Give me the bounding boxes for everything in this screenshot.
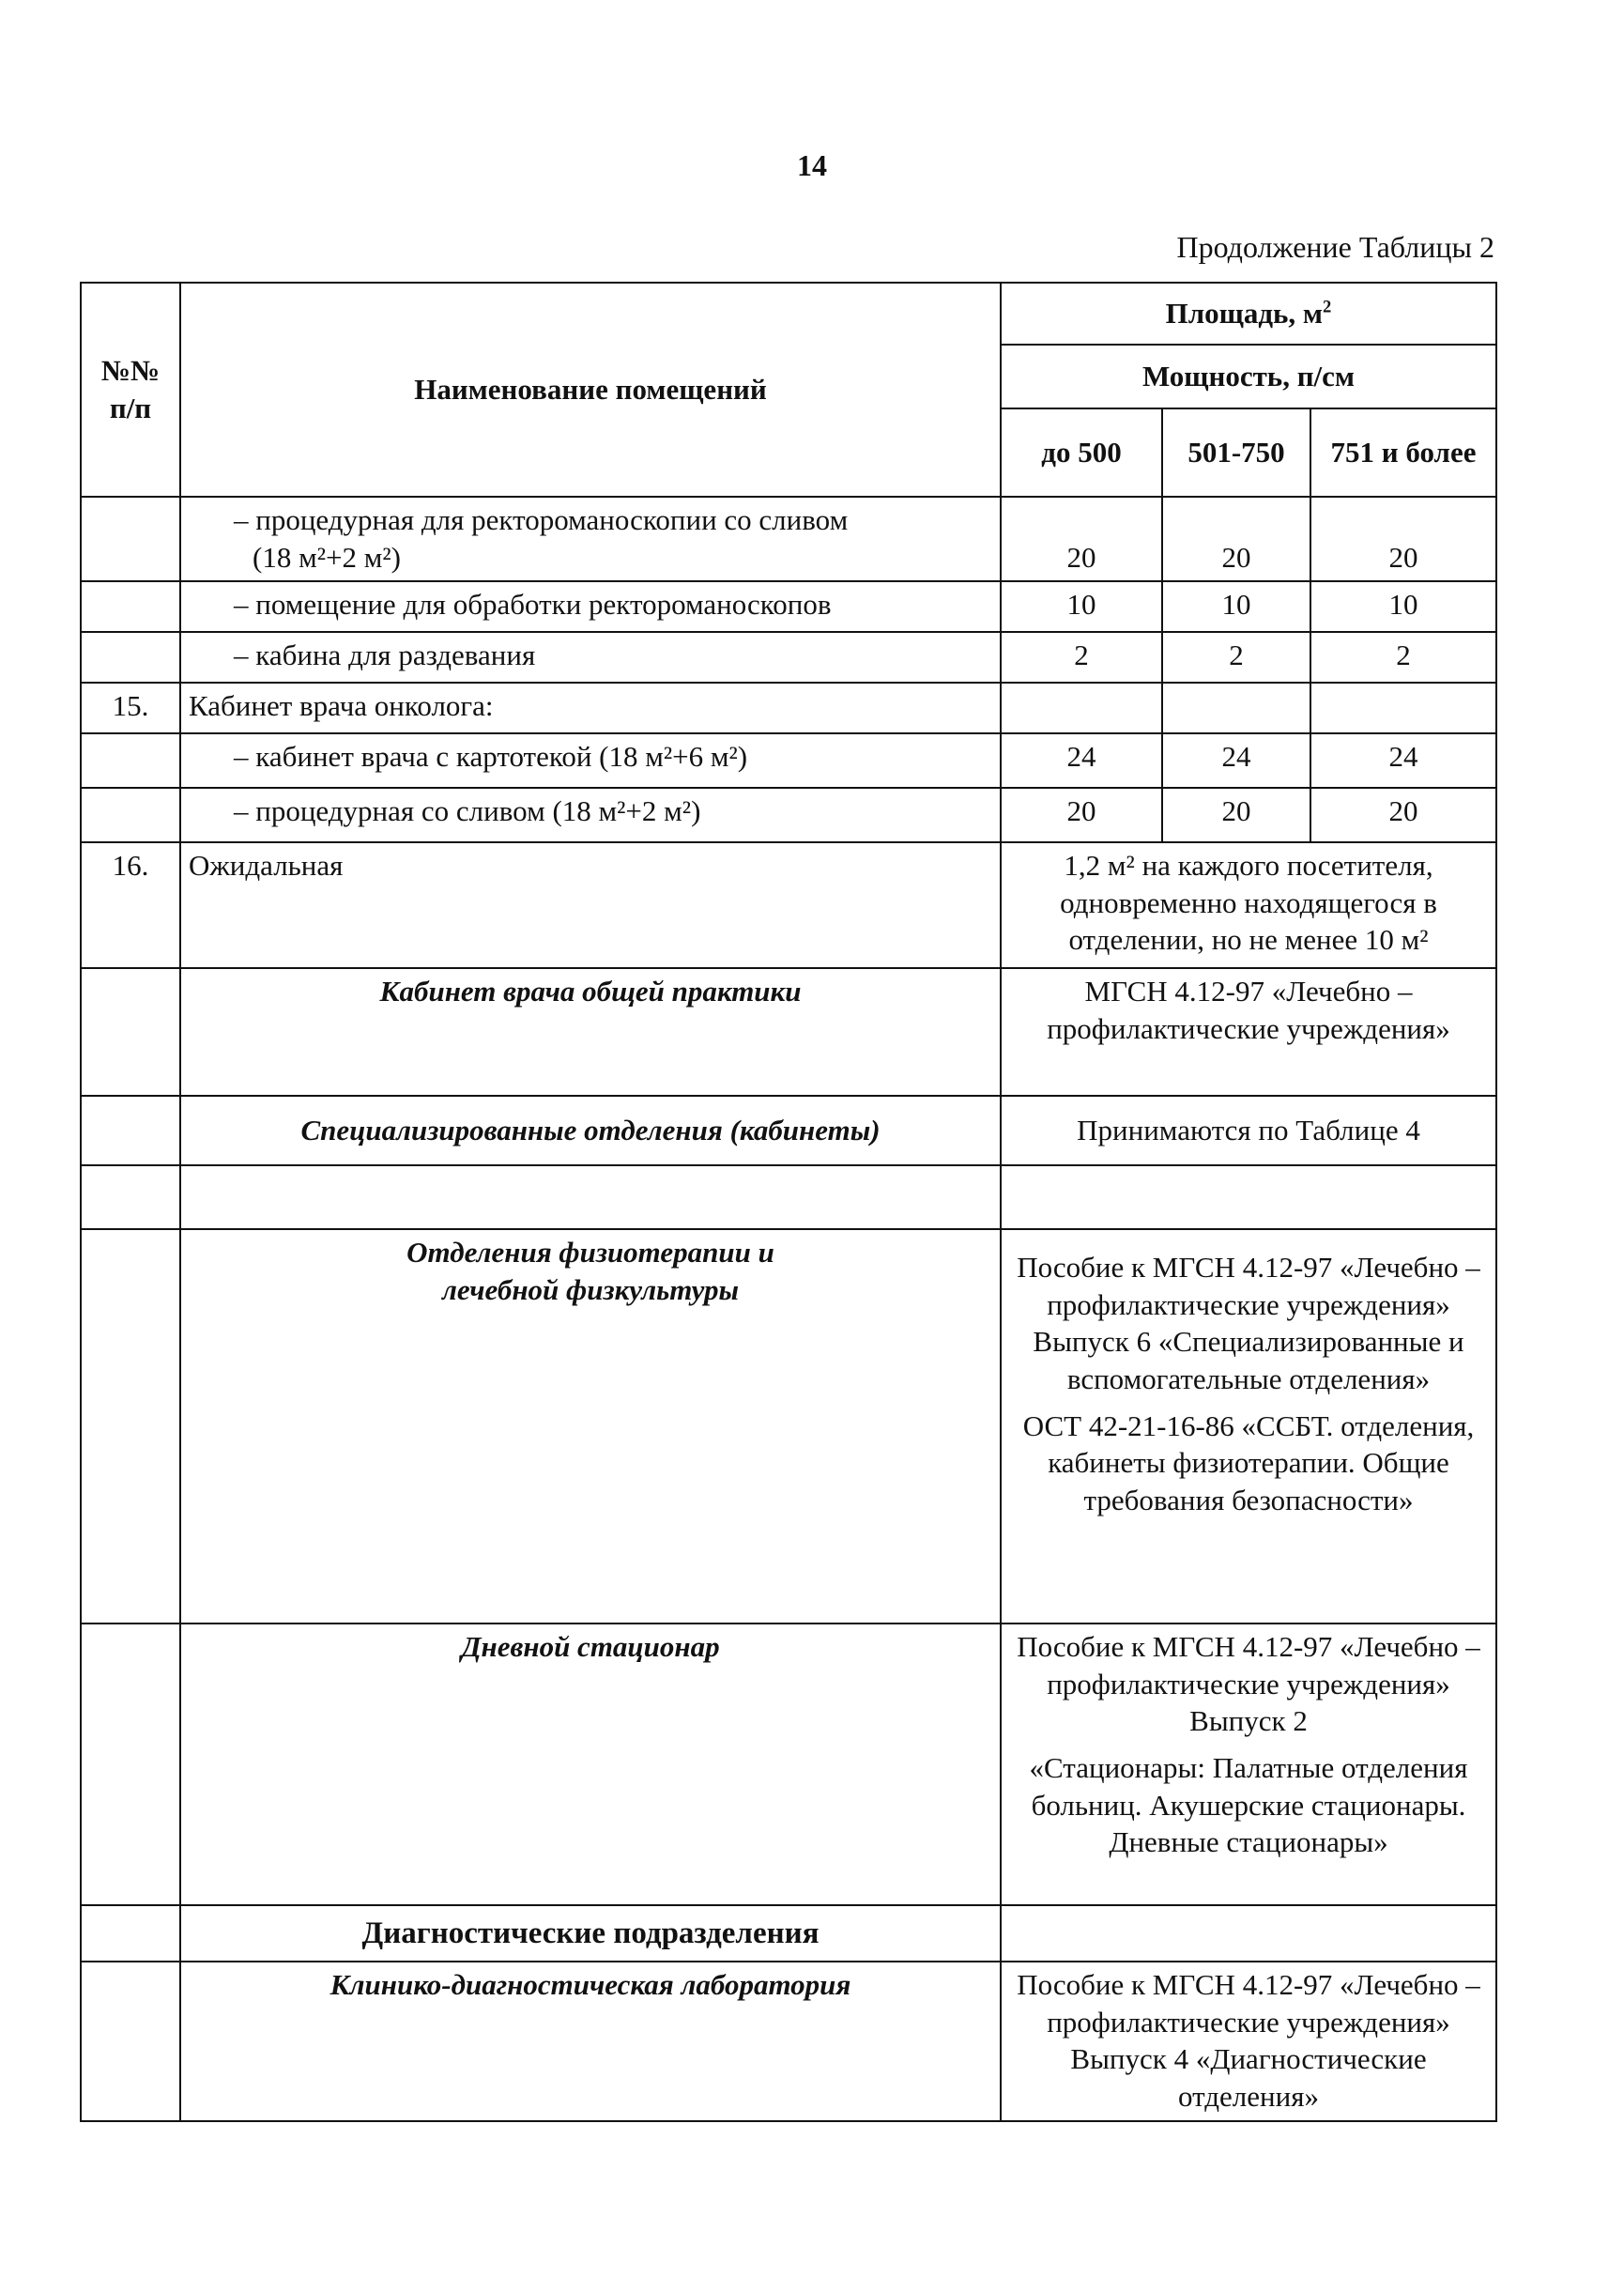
row-name: – кабина для раздевания [180, 632, 1001, 683]
section-reference [1001, 1624, 1496, 1905]
section-title: Клинико-диагностическая лаборатория [180, 1962, 1001, 2121]
row-name-line: – процедурная для ректороманоскопии со сливом [234, 503, 849, 536]
row-number [81, 968, 180, 1096]
row-value [1162, 683, 1310, 733]
row-reference [1001, 842, 1496, 968]
row-name: – процедурная со сливом (18 м²+2 м²) [180, 788, 1001, 842]
section-reference [1001, 1229, 1496, 1624]
section-row [81, 1905, 1496, 1962]
row-value [1001, 683, 1162, 733]
table-continuation-label: Продолжение Таблицы 2 [1176, 230, 1494, 264]
reference-text: Принимаются по Таблице 4 [1077, 1114, 1420, 1147]
row-name: – кабинет врача с картотекой (18 м²+6 м²) [180, 733, 1001, 788]
row-name: Кабинет врача онколога: [180, 683, 1001, 733]
section-reference [1001, 1962, 1496, 2121]
row-value: 20 [1162, 788, 1310, 842]
row-number: 15. [81, 683, 180, 733]
row-value: 24 [1162, 733, 1310, 788]
section-title: Дневной стационар [180, 1624, 1001, 1905]
reference-text: Пособие к МГСН 4.12-97 «Лечебно – профилактические учреждения» Выпуск 6 «Специализированные и вспомогательные отделения» [1017, 1251, 1480, 1396]
header-area [1001, 283, 1496, 345]
row-name: – помещение для обработки ректороманоскопов [180, 581, 1001, 632]
row-number [81, 1229, 180, 1624]
table-row [81, 842, 1496, 968]
row-value: 24 [1310, 733, 1496, 788]
row-name: Ожидальная [180, 842, 1001, 968]
section-reference [1001, 1096, 1496, 1165]
empty-cell [180, 1165, 1001, 1229]
reference-text: ОСТ 42-21-16-86 «ССБТ. отделения, кабинеты физиотерапии. Общие требования безопасности» [1022, 1408, 1475, 1517]
row-number [81, 788, 180, 842]
section-title: Кабинет врача общей практики [180, 968, 1001, 1096]
header-room-name: Наименование помещений [180, 283, 1001, 497]
row-value [1310, 683, 1496, 733]
empty-cell [81, 1165, 180, 1229]
rooms-area-table [80, 282, 1497, 2122]
section-row [81, 1624, 1496, 1905]
page-number: 14 [797, 148, 827, 182]
row-number [81, 632, 180, 683]
row-value: 10 [1162, 581, 1310, 632]
header-area-sup: 2 [1323, 297, 1332, 317]
section-title-text: Отделения физиотерапии и лечебной физкультуры [406, 1236, 774, 1306]
table-header-row [81, 283, 1496, 345]
row-value: 20 [1162, 497, 1310, 581]
table-row [81, 497, 1496, 581]
reference-text: 1,2 м² на каждого посетителя, одновременно находящегося в отделении, но не менее 10 м² [1060, 849, 1437, 957]
row-value: 10 [1001, 581, 1162, 632]
row-number [81, 1962, 180, 2121]
section-reference [1001, 968, 1496, 1096]
header-col-upto-500: до 500 [1001, 408, 1162, 497]
row-value: 20 [1310, 497, 1496, 581]
empty-cell [1001, 1165, 1496, 1229]
row-value: 24 [1001, 733, 1162, 788]
header-area-label: Площадь, м [1165, 297, 1324, 331]
section-row [81, 968, 1496, 1096]
reference-text: Пособие к МГСН 4.12-97 «Лечебно – профилактические учреждения» Выпуск 2 [1017, 1630, 1480, 1738]
section-row [81, 1962, 1496, 2121]
row-value: 2 [1001, 632, 1162, 683]
row-number [81, 497, 180, 581]
row-name-line: (18 м²+2 м²) [253, 540, 401, 574]
section-row [81, 1229, 1496, 1624]
row-value: 10 [1310, 581, 1496, 632]
row-value: 20 [1310, 788, 1496, 842]
section-title [180, 1229, 1001, 1624]
section-title: Диагностические подразделения [180, 1905, 1001, 1962]
section-title: Специализированные отделения (кабинеты) [180, 1096, 1001, 1165]
reference-text: Пособие к МГСН 4.12-97 «Лечебно – профилактические учреждения» Выпуск 4 «Диагностические отделения» [1017, 1968, 1480, 2114]
header-col-501-750: 501-750 [1162, 408, 1310, 497]
empty-row [81, 1165, 1496, 1229]
row-number [81, 581, 180, 632]
table-row [81, 581, 1496, 632]
row-name [180, 497, 1001, 581]
empty-cell [1001, 1905, 1496, 1962]
row-value: 20 [1001, 788, 1162, 842]
row-number: 16. [81, 842, 180, 968]
table-row [81, 683, 1496, 733]
row-number [81, 1624, 180, 1905]
row-number [81, 733, 180, 788]
header-col-751-more: 751 и более [1310, 408, 1496, 497]
table-row [81, 788, 1496, 842]
section-row [81, 1096, 1496, 1165]
header-number: №№ п/п [81, 283, 180, 497]
reference-text: МГСН 4.12-97 «Лечебно – профилактические учреждения» [1047, 975, 1450, 1045]
row-value: 2 [1310, 632, 1496, 683]
table-row [81, 632, 1496, 683]
row-value: 20 [1001, 497, 1162, 581]
reference-text: «Стационары: Палатные отделения больниц. Акушерские стационары. Дневные стационары» [1029, 1751, 1468, 1859]
row-value: 2 [1162, 632, 1310, 683]
row-number [81, 1905, 180, 1962]
table-row [81, 733, 1496, 788]
header-capacity: Мощность, п/см [1001, 345, 1496, 408]
row-number [81, 1096, 180, 1165]
